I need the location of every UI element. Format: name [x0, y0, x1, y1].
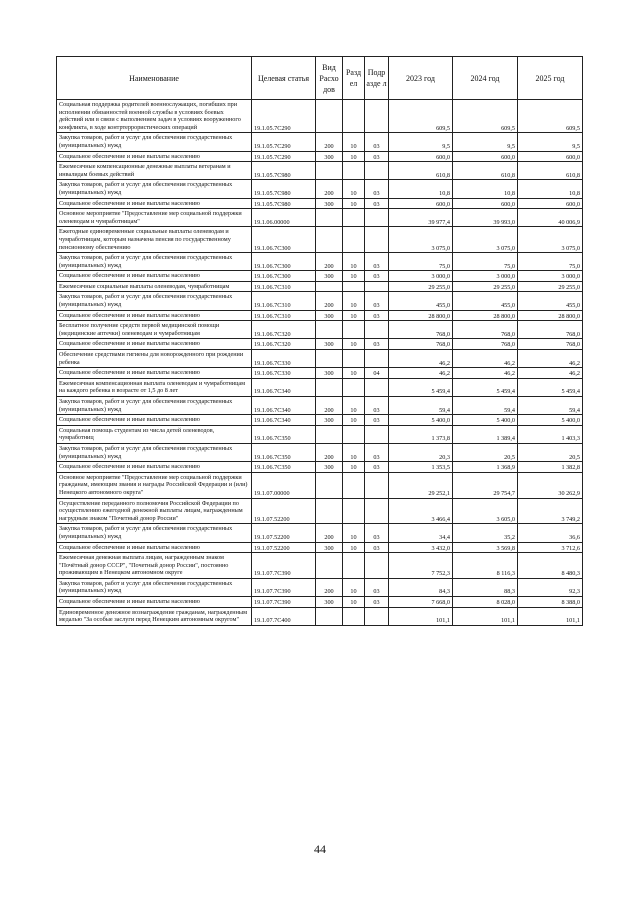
table-row — [57, 162, 583, 180]
cell-expense-type: 300 — [316, 310, 343, 321]
table-row — [57, 310, 583, 321]
cell-expense-type: 200 — [316, 180, 343, 198]
cell-year-2023: 1 373,8 — [389, 425, 453, 443]
cell-year-2023: 1 353,5 — [389, 462, 453, 473]
cell-section — [343, 607, 365, 625]
cell-name: Социальное обеспечение и иные выплаты населению — [57, 462, 252, 473]
cell-year-2025: 101,1 — [518, 607, 583, 625]
cell-year-2024: 5 459,4 — [453, 378, 518, 396]
cell-year-2023: 768,0 — [389, 321, 453, 339]
table-row — [57, 578, 583, 596]
cell-year-2024: 20,5 — [453, 443, 518, 461]
cell-year-2023: 7 752,3 — [389, 553, 453, 579]
table-row — [57, 292, 583, 310]
cell-expense-type — [316, 281, 343, 292]
cell-year-2025: 455,0 — [518, 292, 583, 310]
cell-year-2023: 609,5 — [389, 100, 453, 133]
cell-year-2025: 768,0 — [518, 321, 583, 339]
cell-name: Социальное обеспечение и иные выплаты населению — [57, 597, 252, 608]
cell-year-2024: 768,0 — [453, 339, 518, 350]
cell-year-2024: 8 028,0 — [453, 597, 518, 608]
cell-name: Ежегодные единовременные социальные выплаты оленеводам и чумработницам, которым назначена пенсия по государственному пенсионному обеспечению — [57, 227, 252, 253]
cell-year-2023: 5 400,0 — [389, 415, 453, 426]
cell-year-2023: 46,2 — [389, 350, 453, 368]
cell-year-2024: 10,8 — [453, 180, 518, 198]
cell-expense-type: 200 — [316, 253, 343, 271]
cell-subsection — [365, 472, 389, 498]
cell-section: 10 — [343, 542, 365, 553]
table-row — [57, 151, 583, 162]
cell-expense-type: 300 — [316, 542, 343, 553]
cell-subsection: 03 — [365, 271, 389, 282]
cell-expense-type — [316, 100, 343, 133]
cell-expense-type: 200 — [316, 443, 343, 461]
table-row — [57, 180, 583, 198]
cell-year-2024: 600,0 — [453, 198, 518, 209]
table-row — [57, 350, 583, 368]
cell-year-2023: 28 800,0 — [389, 310, 453, 321]
cell-year-2025: 600,0 — [518, 151, 583, 162]
cell-year-2025: 609,5 — [518, 100, 583, 133]
cell-section: 10 — [343, 133, 365, 151]
cell-year-2025: 3 749,2 — [518, 498, 583, 524]
cell-expense-type — [316, 553, 343, 579]
cell-year-2024: 5 400,0 — [453, 415, 518, 426]
cell-year-2025: 9,5 — [518, 133, 583, 151]
cell-expense-type: 300 — [316, 597, 343, 608]
cell-year-2024: 28 800,0 — [453, 310, 518, 321]
cell-year-2023: 9,5 — [389, 133, 453, 151]
cell-year-2024: 455,0 — [453, 292, 518, 310]
cell-name: Социальное обеспечение и иные выплаты населению — [57, 310, 252, 321]
cell-year-2023: 59,4 — [389, 397, 453, 415]
cell-target-article: 19.1.05.7С980 — [252, 162, 316, 180]
cell-subsection — [365, 227, 389, 253]
cell-target-article: 19.1.06.7С320 — [252, 339, 316, 350]
cell-target-article: 19.1.06.7С350 — [252, 443, 316, 461]
header-year-2025: 2025 год — [518, 57, 583, 100]
table-row — [57, 253, 583, 271]
cell-year-2023: 34,4 — [389, 524, 453, 542]
cell-name: Социальное обеспечение и иные выплаты населению — [57, 415, 252, 426]
cell-year-2025: 8 388,0 — [518, 597, 583, 608]
cell-section: 10 — [343, 462, 365, 473]
cell-target-article: 19.1.06.7С330 — [252, 350, 316, 368]
cell-target-article: 19.1.05.7С290 — [252, 100, 316, 133]
cell-year-2025: 75,0 — [518, 253, 583, 271]
cell-name: Социальное обеспечение и иные выплаты населению — [57, 339, 252, 350]
cell-target-article: 19.1.05.7С290 — [252, 151, 316, 162]
cell-year-2025: 3 075,0 — [518, 227, 583, 253]
cell-expense-type: 300 — [316, 462, 343, 473]
cell-section — [343, 498, 365, 524]
table-row — [57, 368, 583, 379]
cell-year-2023: 3 432,0 — [389, 542, 453, 553]
cell-name: Ежемесячные социальные выплаты оленеводам, чумработницам — [57, 281, 252, 292]
cell-year-2023: 3 075,0 — [389, 227, 453, 253]
table-row — [57, 498, 583, 524]
cell-expense-type: 200 — [316, 578, 343, 596]
cell-year-2025: 1 382,8 — [518, 462, 583, 473]
cell-section — [343, 162, 365, 180]
cell-target-article: 19.1.07.7С390 — [252, 597, 316, 608]
cell-section — [343, 227, 365, 253]
cell-section: 10 — [343, 597, 365, 608]
table-row — [57, 281, 583, 292]
cell-name: Основное мероприятие "Предоставление мер социальной поддержки оленеводам и чумработницам" — [57, 209, 252, 227]
cell-name: Социальная поддержка родителей военнослужащих, погибших при исполнении обязанностей военной службы в условиях боевых действий или в связи с выполнением задач в условиях вооруженного конфликта, в ходе контртеррористических операций — [57, 100, 252, 133]
cell-subsection — [365, 553, 389, 579]
cell-year-2024: 9,5 — [453, 133, 518, 151]
cell-year-2023: 39 977,4 — [389, 209, 453, 227]
cell-expense-type: 200 — [316, 133, 343, 151]
cell-year-2024: 610,8 — [453, 162, 518, 180]
cell-target-article: 19.1.06.7С310 — [252, 292, 316, 310]
cell-name: Обеспечение средствами гигиены для новорожденного при рождении ребенка — [57, 350, 252, 368]
header-name: Наименование — [57, 57, 252, 100]
cell-target-article: 19.1.06.00000 — [252, 209, 316, 227]
cell-expense-type: 300 — [316, 151, 343, 162]
table-row — [57, 321, 583, 339]
cell-target-article: 19.1.06.7С350 — [252, 425, 316, 443]
cell-year-2024: 3 605,0 — [453, 498, 518, 524]
cell-subsection: 03 — [365, 198, 389, 209]
table-row — [57, 415, 583, 426]
header-section: Разд ел — [343, 57, 365, 100]
cell-target-article: 19.1.06.7С330 — [252, 368, 316, 379]
cell-year-2024: 35,2 — [453, 524, 518, 542]
cell-year-2023: 29 255,0 — [389, 281, 453, 292]
table-row — [57, 133, 583, 151]
cell-subsection: 03 — [365, 578, 389, 596]
cell-year-2023: 600,0 — [389, 198, 453, 209]
cell-name: Бесплатное получение средств первой медицинской помощи (медицинские аптечки) оленеводам и чумработницам — [57, 321, 252, 339]
cell-year-2025: 3 712,6 — [518, 542, 583, 553]
cell-subsection: 03 — [365, 339, 389, 350]
cell-year-2025: 10,8 — [518, 180, 583, 198]
table-row — [57, 339, 583, 350]
table-row — [57, 542, 583, 553]
cell-name: Закупка товаров, работ и услуг для обеспечения государственных (муниципальных) нужд — [57, 443, 252, 461]
cell-year-2023: 600,0 — [389, 151, 453, 162]
cell-year-2023: 75,0 — [389, 253, 453, 271]
cell-section: 10 — [343, 271, 365, 282]
cell-expense-type: 300 — [316, 339, 343, 350]
cell-year-2024: 1 389,4 — [453, 425, 518, 443]
cell-year-2025: 20,5 — [518, 443, 583, 461]
cell-expense-type: 300 — [316, 415, 343, 426]
cell-subsection: 03 — [365, 151, 389, 162]
cell-name: Социальное обеспечение и иные выплаты населению — [57, 542, 252, 553]
cell-subsection — [365, 350, 389, 368]
cell-name: Закупка товаров, работ и услуг для обеспечения государственных (муниципальных) нужд — [57, 253, 252, 271]
cell-year-2025: 59,4 — [518, 397, 583, 415]
cell-expense-type — [316, 607, 343, 625]
cell-subsection: 03 — [365, 462, 389, 473]
cell-year-2025: 768,0 — [518, 339, 583, 350]
cell-year-2024: 3 000,0 — [453, 271, 518, 282]
page-number: 44 — [314, 842, 326, 856]
cell-year-2023: 29 252,1 — [389, 472, 453, 498]
cell-name: Социальное обеспечение и иные выплаты населению — [57, 368, 252, 379]
cell-expense-type: 300 — [316, 368, 343, 379]
cell-expense-type — [316, 498, 343, 524]
cell-year-2024: 46,2 — [453, 368, 518, 379]
cell-year-2025: 8 480,3 — [518, 553, 583, 579]
cell-year-2023: 610,8 — [389, 162, 453, 180]
cell-year-2023: 20,3 — [389, 443, 453, 461]
cell-year-2024: 75,0 — [453, 253, 518, 271]
cell-subsection: 03 — [365, 292, 389, 310]
cell-year-2023: 3 000,0 — [389, 271, 453, 282]
cell-name: Социальная помощь студентам из числа детей оленеводов, чумработниц — [57, 425, 252, 443]
header-subsection: Подр азде л — [365, 57, 389, 100]
cell-target-article: 19.1.06.7С350 — [252, 462, 316, 473]
cell-target-article: 19.1.06.7С300 — [252, 271, 316, 282]
cell-target-article: 19.1.06.7С310 — [252, 310, 316, 321]
cell-subsection: 03 — [365, 133, 389, 151]
cell-name: Ежемесячная компенсационная выплата оленеводам и чумработницам на каждого ребенка в возрасте от 1,5 до 8 лет — [57, 378, 252, 396]
header-expense-type: Вид Расхо дов — [316, 57, 343, 100]
cell-section — [343, 553, 365, 579]
cell-year-2023: 3 466,4 — [389, 498, 453, 524]
cell-section: 10 — [343, 292, 365, 310]
cell-expense-type: 200 — [316, 397, 343, 415]
cell-year-2024: 3 569,8 — [453, 542, 518, 553]
cell-target-article: 19.1.07.52200 — [252, 542, 316, 553]
cell-target-article: 19.1.06.7С320 — [252, 321, 316, 339]
table-row — [57, 472, 583, 498]
cell-year-2024: 88,3 — [453, 578, 518, 596]
cell-section: 10 — [343, 339, 365, 350]
cell-subsection — [365, 498, 389, 524]
cell-name: Закупка товаров, работ и услуг для обеспечения государственных (муниципальных) нужд — [57, 180, 252, 198]
cell-year-2023: 768,0 — [389, 339, 453, 350]
cell-year-2025: 28 800,0 — [518, 310, 583, 321]
cell-subsection — [365, 100, 389, 133]
table-row — [57, 378, 583, 396]
cell-target-article: 19.1.07.7С390 — [252, 578, 316, 596]
cell-expense-type: 200 — [316, 524, 343, 542]
table-row — [57, 397, 583, 415]
cell-section: 10 — [343, 415, 365, 426]
cell-expense-type — [316, 209, 343, 227]
cell-subsection: 03 — [365, 310, 389, 321]
cell-year-2024: 101,1 — [453, 607, 518, 625]
table-row — [57, 425, 583, 443]
cell-year-2025: 600,0 — [518, 198, 583, 209]
cell-year-2024: 59,4 — [453, 397, 518, 415]
cell-year-2025: 610,8 — [518, 162, 583, 180]
cell-year-2024: 3 075,0 — [453, 227, 518, 253]
table-row — [57, 198, 583, 209]
cell-subsection: 03 — [365, 397, 389, 415]
cell-year-2025: 1 403,3 — [518, 425, 583, 443]
cell-year-2023: 46,2 — [389, 368, 453, 379]
cell-name: Единовременное денежное вознаграждение гражданам, награжденным медалью "За особые заслуги перед Ненецким автономным округом" — [57, 607, 252, 625]
cell-year-2025: 46,2 — [518, 350, 583, 368]
table-row — [57, 100, 583, 133]
cell-target-article: 19.1.06.7С340 — [252, 378, 316, 396]
cell-target-article: 19.1.07.52200 — [252, 524, 316, 542]
budget-table — [56, 56, 583, 626]
cell-subsection — [365, 281, 389, 292]
table-row — [57, 443, 583, 461]
table-row — [57, 271, 583, 282]
cell-name: Закупка товаров, работ и услуг для обеспечения государственных (муниципальных) нужд — [57, 524, 252, 542]
cell-target-article: 19.1.06.7С300 — [252, 253, 316, 271]
cell-subsection: 03 — [365, 253, 389, 271]
cell-year-2023: 455,0 — [389, 292, 453, 310]
cell-name: Ежемесячная денежная выплата лицам, награжденным знаком "Почётный донор СССР", "Почетный донор России", постоянно проживающим в Ненецком автономном округе — [57, 553, 252, 579]
cell-expense-type — [316, 162, 343, 180]
cell-year-2024: 600,0 — [453, 151, 518, 162]
cell-target-article: 19.1.06.7С340 — [252, 415, 316, 426]
table-header-row — [57, 57, 583, 100]
cell-year-2025: 29 255,0 — [518, 281, 583, 292]
cell-section — [343, 321, 365, 339]
cell-section — [343, 425, 365, 443]
cell-year-2024: 46,2 — [453, 350, 518, 368]
cell-section — [343, 281, 365, 292]
table-row — [57, 607, 583, 625]
cell-section: 10 — [343, 198, 365, 209]
cell-year-2025: 30 262,9 — [518, 472, 583, 498]
cell-name: Осуществление переданного полномочия Российской Федерации по осуществлению ежегодной денежной выплаты лицам, награжденным нагрудным знаком "Почетный донор России" — [57, 498, 252, 524]
cell-section — [343, 209, 365, 227]
cell-section — [343, 100, 365, 133]
cell-year-2024: 609,5 — [453, 100, 518, 133]
cell-subsection — [365, 607, 389, 625]
cell-expense-type — [316, 350, 343, 368]
cell-section: 10 — [343, 368, 365, 379]
header-year-2024: 2024 год — [453, 57, 518, 100]
cell-subsection: 03 — [365, 542, 389, 553]
cell-target-article: 19.1.05.7С980 — [252, 198, 316, 209]
cell-name: Социальное обеспечение и иные выплаты населению — [57, 198, 252, 209]
table-row — [57, 553, 583, 579]
cell-target-article: 19.1.06.7С310 — [252, 281, 316, 292]
cell-expense-type — [316, 227, 343, 253]
cell-target-article: 19.1.07.7С400 — [252, 607, 316, 625]
cell-expense-type: 300 — [316, 198, 343, 209]
cell-subsection: 03 — [365, 180, 389, 198]
cell-section: 10 — [343, 443, 365, 461]
cell-year-2023: 5 459,4 — [389, 378, 453, 396]
cell-subsection: 03 — [365, 597, 389, 608]
cell-year-2023: 84,3 — [389, 578, 453, 596]
cell-section: 10 — [343, 578, 365, 596]
cell-year-2024: 8 116,3 — [453, 553, 518, 579]
cell-year-2025: 46,2 — [518, 368, 583, 379]
cell-subsection: 03 — [365, 415, 389, 426]
cell-target-article: 19.1.07.52200 — [252, 498, 316, 524]
cell-year-2024: 29 255,0 — [453, 281, 518, 292]
cell-year-2025: 40 006,9 — [518, 209, 583, 227]
cell-expense-type: 200 — [316, 292, 343, 310]
table-row — [57, 227, 583, 253]
cell-subsection: 03 — [365, 443, 389, 461]
table-row — [57, 524, 583, 542]
cell-year-2024: 29 754,7 — [453, 472, 518, 498]
cell-subsection — [365, 162, 389, 180]
cell-year-2024: 39 993,0 — [453, 209, 518, 227]
cell-year-2023: 10,8 — [389, 180, 453, 198]
cell-section — [343, 350, 365, 368]
table-row — [57, 209, 583, 227]
table-row — [57, 597, 583, 608]
cell-year-2025: 5 459,4 — [518, 378, 583, 396]
cell-subsection — [365, 321, 389, 339]
cell-target-article: 19.1.06.7С300 — [252, 227, 316, 253]
table-row — [57, 462, 583, 473]
cell-expense-type: 300 — [316, 271, 343, 282]
cell-year-2024: 768,0 — [453, 321, 518, 339]
cell-expense-type — [316, 378, 343, 396]
cell-subsection — [365, 378, 389, 396]
cell-subsection — [365, 425, 389, 443]
cell-target-article: 19.1.07.00000 — [252, 472, 316, 498]
cell-section — [343, 378, 365, 396]
cell-year-2023: 7 668,0 — [389, 597, 453, 608]
cell-year-2025: 3 000,0 — [518, 271, 583, 282]
cell-subsection — [365, 209, 389, 227]
cell-year-2023: 101,1 — [389, 607, 453, 625]
cell-expense-type — [316, 425, 343, 443]
cell-name: Социальное обеспечение и иные выплаты населению — [57, 151, 252, 162]
cell-expense-type — [316, 321, 343, 339]
cell-section: 10 — [343, 253, 365, 271]
cell-name: Закупка товаров, работ и услуг для обеспечения государственных (муниципальных) нужд — [57, 397, 252, 415]
cell-section: 10 — [343, 180, 365, 198]
cell-name: Закупка товаров, работ и услуг для обеспечения государственных (муниципальных) нужд — [57, 578, 252, 596]
table-body — [57, 100, 583, 626]
cell-target-article: 19.1.05.7С290 — [252, 133, 316, 151]
cell-name: Закупка товаров, работ и услуг для обеспечения государственных (муниципальных) нужд — [57, 292, 252, 310]
cell-section: 10 — [343, 310, 365, 321]
cell-year-2025: 92,3 — [518, 578, 583, 596]
cell-year-2025: 5 400,0 — [518, 415, 583, 426]
cell-name: Закупка товаров, работ и услуг для обеспечения государственных (муниципальных) нужд — [57, 133, 252, 151]
cell-subsection: 03 — [365, 524, 389, 542]
cell-target-article: 19.1.06.7С340 — [252, 397, 316, 415]
budget-table-sheet — [56, 56, 582, 626]
cell-name: Основное мероприятие "Предоставление мер социальной поддержки гражданам, имеющим звания и награды Российской Федерации и (или) Ненецкого автономного округа" — [57, 472, 252, 498]
cell-expense-type — [316, 472, 343, 498]
cell-name: Социальное обеспечение и иные выплаты населению — [57, 271, 252, 282]
cell-section: 10 — [343, 151, 365, 162]
cell-target-article: 19.1.05.7С980 — [252, 180, 316, 198]
cell-target-article: 19.1.07.7С390 — [252, 553, 316, 579]
cell-year-2024: 1 368,9 — [453, 462, 518, 473]
cell-year-2025: 36,6 — [518, 524, 583, 542]
cell-section — [343, 472, 365, 498]
cell-section: 10 — [343, 524, 365, 542]
header-target-article: Целевая статья — [252, 57, 316, 100]
cell-section: 10 — [343, 397, 365, 415]
cell-name: Ежемесячные компенсационные денежные выплаты ветеранам и инвалидам боевых действий — [57, 162, 252, 180]
cell-subsection: 04 — [365, 368, 389, 379]
header-year-2023: 2023 год — [389, 57, 453, 100]
